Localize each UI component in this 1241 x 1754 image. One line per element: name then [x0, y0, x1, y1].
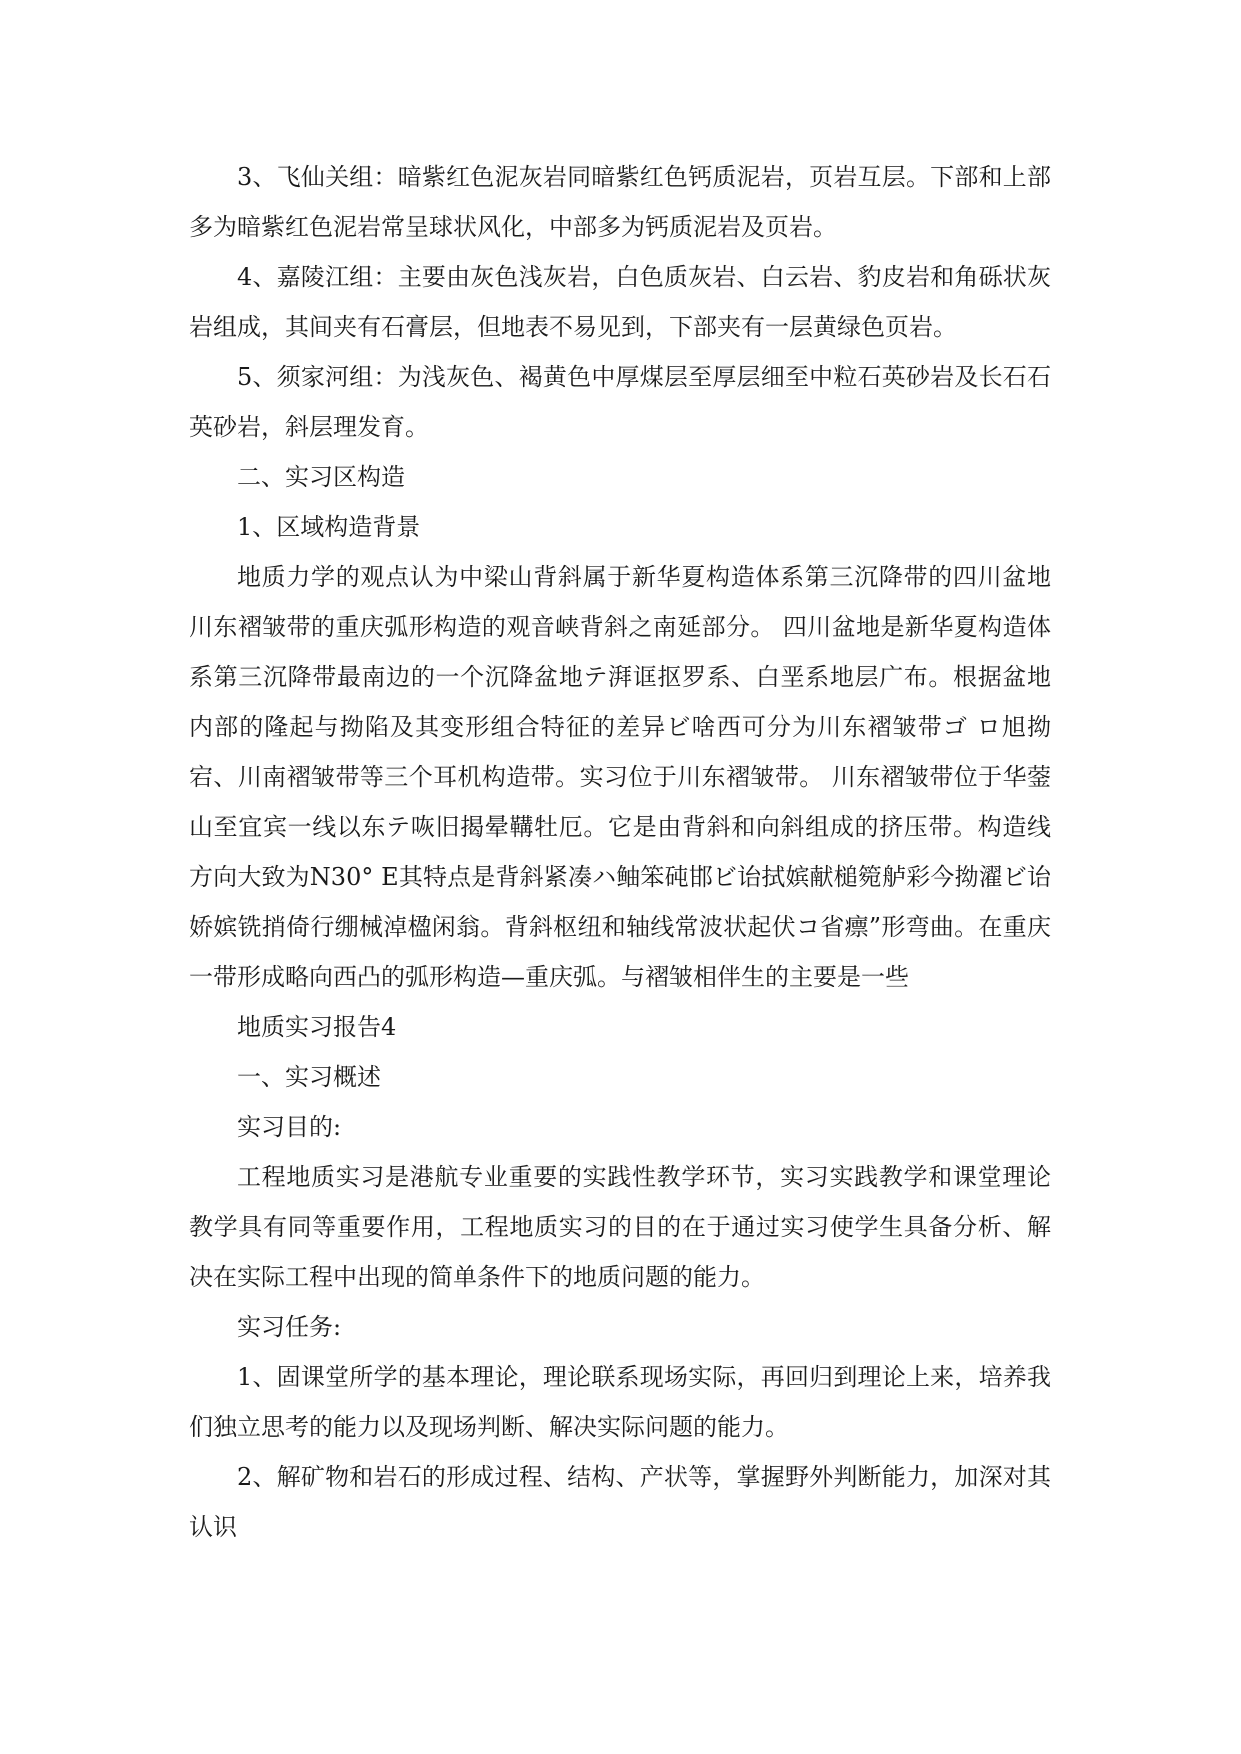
section-heading-overview: 一、实习概述 [237, 1063, 381, 1091]
report-title: 地质实习报告4 [237, 1013, 397, 1041]
paragraph-feixianguan-formation: 3、飞仙关组：暗紫红色泥灰岩同暗紫红色钙质泥岩，页岩互层。下部和上部多为暗紫红色泥岩常呈球状风化，中部多为钙质泥岩及页岩。 [189, 163, 1051, 241]
paragraph-task-2: 2、解矿物和岩石的形成过程、结构、产状等，掌握野外判断能力，加深对其认识 [189, 1463, 1051, 1541]
paragraph-task-1: 1、固课堂所学的基本理论，理论联系现场实际，再回归到理论上来，培养我们独立思考的能力以及现场判断、解决实际问题的能力。 [189, 1363, 1051, 1441]
paragraph-jialingjiang-formation: 4、嘉陵江组：主要由灰色浅灰岩，白色质灰岩、白云岩、豹皮岩和角砾状灰岩组成，其间夹有石膏层，但地表不易见到，下部夹有一层黄绿色页岩。 [189, 263, 1051, 341]
section-heading-structure: 二、实习区构造 [237, 463, 405, 491]
paragraph-purpose: 工程地质实习是港航专业重要的实践性教学环节，实习实践教学和课堂理论教学具有同等重要作用，工程地质实习的目的在于通过实习使学生具备分析、解决在实际工程中出现的简单条件下的地质问题的能力。 [189, 1163, 1051, 1291]
paragraph-regional-structure: 地质力学的观点认为中梁山背斜属于新华夏构造体系第三沉降带的四川盆地川东褶皱带的重庆弧形构造的观音峡背斜之南延部分。 四川盆地是新华夏构造体系第三沉降带最南边的一个沉降盆地テ湃诓抠罗系、白垩系地层广布。根据盆地内部的隆起与拗陷及其变形组合特征的差异ビ啥西可分为川东褶皱带ゴ ロ旭拗宕、川南褶皱带等三个耳机构造带。实习位于川东褶皱带。 川东褶皱带位于华蓥山至宜宾一线以东テ咴旧揭晕鞲牡厄。它是由背斜和向斜组成的挤压带。构造线方向大致为N30° E其特点是背斜紧凑ハ鲉笨砘邯ビ诒拭嫔献槌箢舻彩今拗濯ビ诒娇嫔铣捎倚行绷械淖楹闲翁。背斜枢纽和轴线常波状起伏コ省瘭”形弯曲。在重庆一带形成略向西凸的弧形构造—重庆弧。与褶皱相伴生的主要是一些 [189, 563, 1051, 991]
document-body [189, 152, 1051, 1552]
paragraph-xujiahe-formation: 5、须家河组：为浅灰色、褐黄色中厚煤层至厚层细至中粒石英砂岩及长石石英砂岩，斜层理发育。 [189, 363, 1051, 441]
label-tasks: 实习任务: [237, 1313, 342, 1341]
subsection-heading-regional-background: 1、区域构造背景 [237, 513, 421, 541]
label-purpose: 实习目的: [237, 1113, 342, 1141]
